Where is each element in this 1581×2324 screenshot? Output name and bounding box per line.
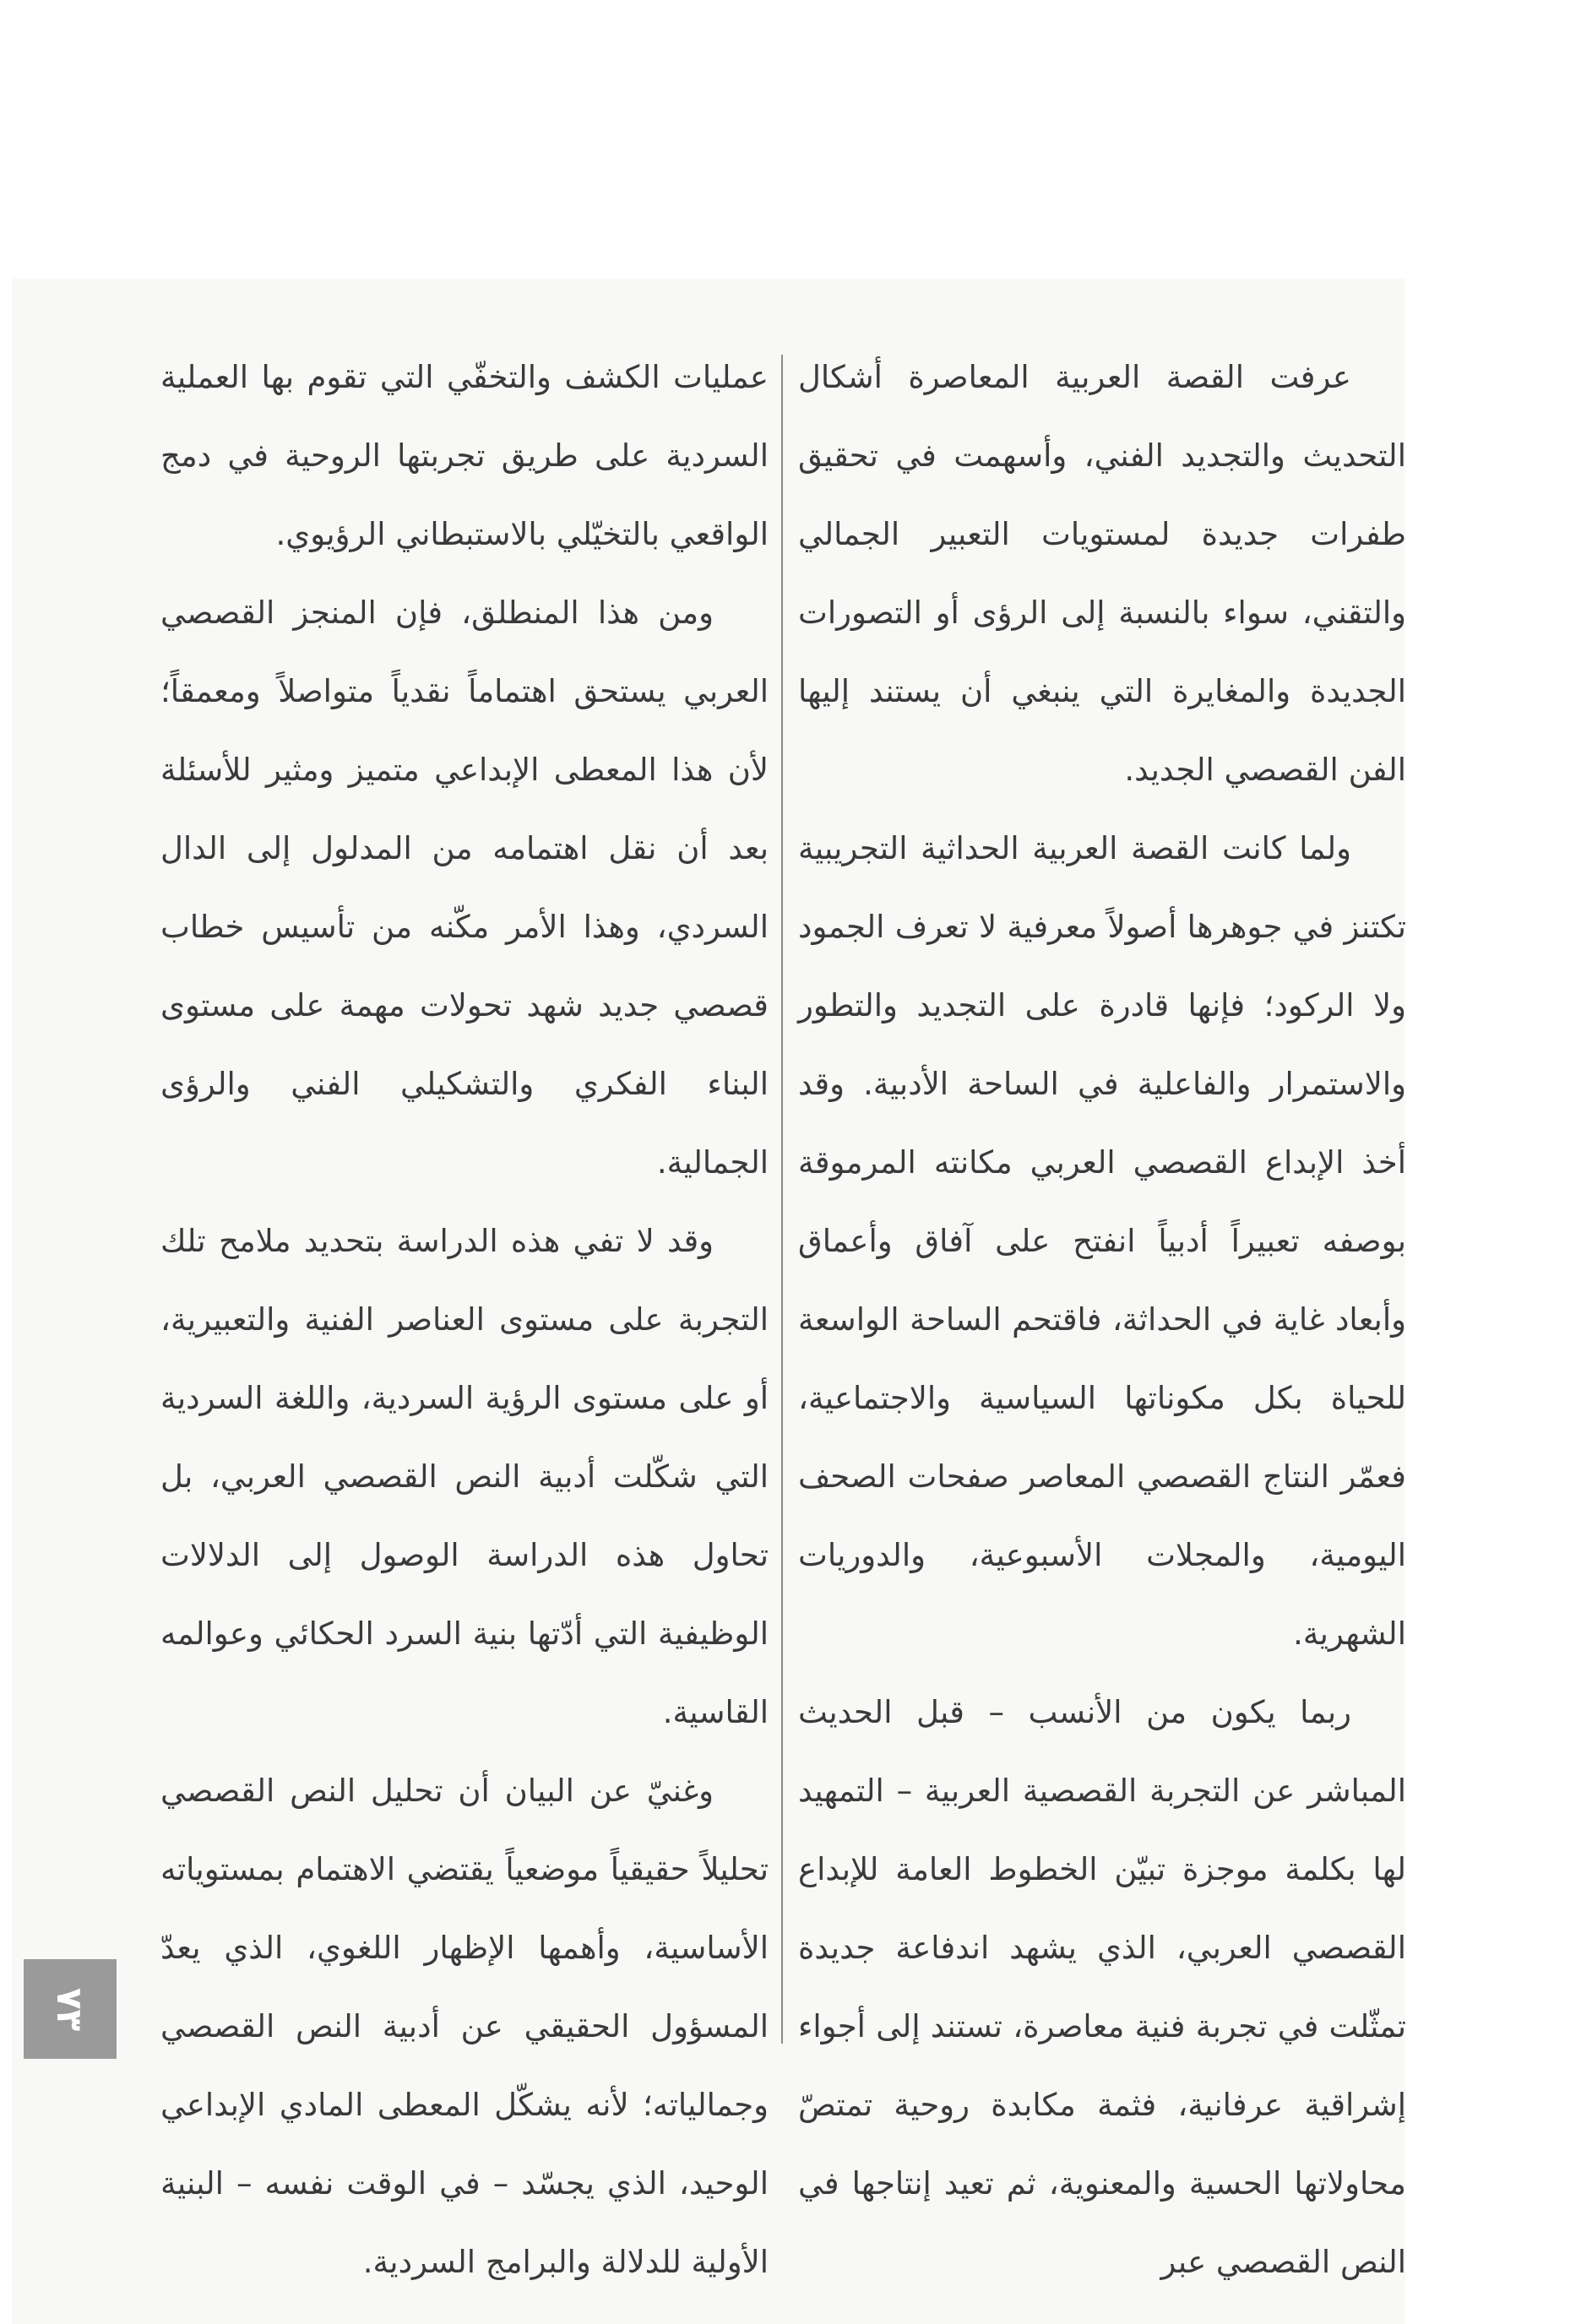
paragraph: ومن هذا المنطلق، فإن المنجز القصصي العربي يستحق اهتماماً نقدياً متواصلاً ومعمقاً؛ لأن هذا المعطى الإبداعي متميز ومثير للأسئلة بعد أن نقل اهتمامه من المدلول إلى الدال السردي، وهذا الأمر مكّنه من تأسيس خطاب قصصي جديد شهد تحولات مهمة على مستوى البناء الفكري والتشكيلي الفني والرؤى الجمالية. bbox=[160, 595, 769, 1181]
paragraph: ولما كانت القصة العربية الحداثية التجريبية تكتنز في جوهرها أصولاً معرفية لا تعرف الجمود ولا الركود؛ فإنها قادرة على التجديد والتطور والاستمرار والفاعلية في الساحة الأدبية. وقد أخذ الإبداع القصصي العربي مكانته المرموقة بوصفه تعبيراً أدبياً انفتح على آفاق وأعماق وأبعاد غاية في الحداثة، فاقتحم الساحة الواسعة للحياة بكل مكوناتها السياسية والاجتماعية، فعمّر النتاج القصصي المعاصر صفحات الصحف اليومية، والمجلات الأسبوعية، والدوريات الشهرية. bbox=[798, 830, 1406, 1652]
paragraph: عمليات الكشف والتخفّي التي تقوم بها العملية السردية على طريق تجربتها الروحية في دمج الواقعي بالتخيّلي بالاستبطاني الرؤيوي. bbox=[160, 359, 769, 552]
paragraph: عرفت القصة العربية المعاصرة أشكال التحديث والتجديد الفني، وأسهمت في تحقيق طفرات جديدة لمستويات التعبير الجمالي والتقني، سواء بالنسبة إلى الرؤى أو التصورات الجديدة والمغايرة التي ينبغي أن يستند إليها الفن القصصي الجديد. bbox=[798, 359, 1406, 788]
paragraph: وقد لا تفي هذه الدراسة بتحديد ملامح تلك التجربة على مستوى العناصر الفنية والتعبيرية، أو على مستوى الرؤية السردية، واللغة السردية التي شكّلت أدبية النص القصصي العربي، بل تحاول هذه الدراسة الوصول إلى الدلالات الوظيفية التي أدّتها بنية السرد الحكائي وعوالمه القاسية. bbox=[160, 1223, 769, 1730]
page-number: ٧٣ bbox=[49, 1987, 91, 2031]
left-text-column bbox=[160, 338, 769, 2301]
right-text-column bbox=[798, 338, 1406, 2301]
paragraph: وغنيّ عن البيان أن تحليل النص القصصي تحليلاً حقيقياً موضعياً يقتضي الاهتمام بمستوياته الأساسية، وأهمها الإظهار اللغوي، الذي يعدّ المسؤول الحقيقي عن أدبية النص القصصي وجمالياته؛ لأنه يشكّل المعطى المادي الإبداعي الوحيد، الذي يجسّد – في الوقت نفسه – البنية الأولية للدلالة والبرامج السردية. bbox=[160, 1773, 769, 2280]
column-divider bbox=[781, 355, 783, 2044]
page-number-tab bbox=[24, 1959, 117, 2059]
paragraph: ربما يكون من الأنسب – قبل الحديث المباشر عن التجربة القصصية العربية – التمهيد لها بكلمة موجزة تبيّن الخطوط العامة للإبداع القصصي العربي، الذي يشهد اندفاعة جديدة تمثّلت في تجربة فنية معاصرة، تستند إلى أجواء إشراقية عرفانية، فثمة مكابدة روحية تمتصّ محاولاتها الحسية والمعنوية، ثم تعيد إنتاجها في النص القصصي عبر bbox=[798, 1694, 1406, 2280]
